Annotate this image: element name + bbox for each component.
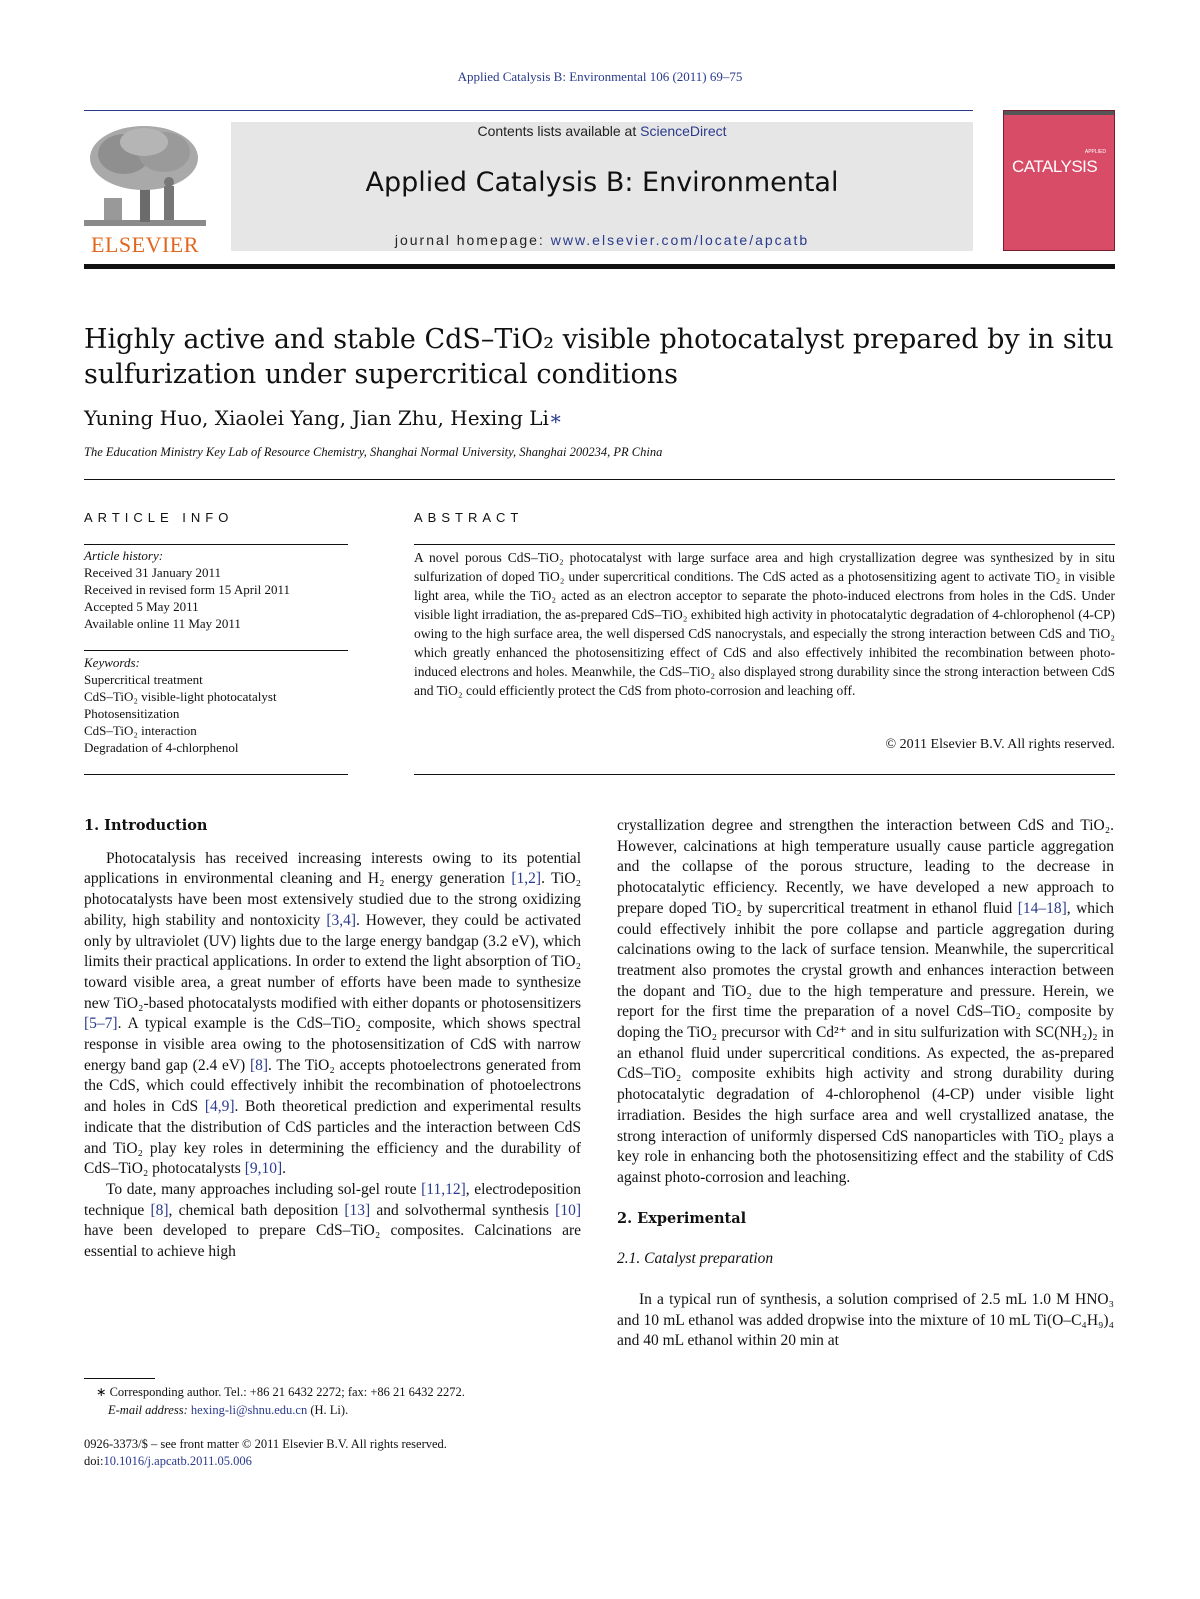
text-span: . Both theoretical prediction and experimental results indicate that the distribution of CdS particles and the interaction between CdS and TiO₂ play key roles in determining the efficiency and the durability of CdS–TiO₂ photocatalysts <box>84 1098 581 1178</box>
history-item: Received in revised form 15 April 2011 <box>84 582 291 597</box>
article-info-heading: ARTICLE INFO <box>84 510 234 525</box>
corresponding-author-footnote <box>96 1383 596 1419</box>
doi-link[interactable]: 10.1016/j.apcatb.2011.05.006 <box>103 1454 252 1468</box>
homepage-line <box>231 232 973 248</box>
abstract-rule <box>414 544 1115 545</box>
keyword-item: CdS–TiO₂ interaction <box>84 723 197 738</box>
text-span: . A typical example is the CdS–TiO₂ composite, which shows spectral response in visible area owing to the photosensitization of CdS with narrow energy band gap (2.4 eV) <box>84 1015 581 1074</box>
keyword-item: Supercritical treatment <box>84 672 203 687</box>
doi-prefix: doi: <box>84 1454 104 1468</box>
sciencedirect-link[interactable]: ScienceDirect <box>640 123 727 139</box>
history-item: Received 31 January 2011 <box>84 565 222 580</box>
journal-title: Applied Catalysis B: Environmental <box>365 167 839 198</box>
history-item: Accepted 5 May 2011 <box>84 599 199 614</box>
history-label: Article history: <box>84 548 164 563</box>
text-span: . TiO₂ photocatalysts have been most extensively studied due to the strong oxidizing ability, high stability and nontoxicity <box>84 870 581 929</box>
title-separator-rule <box>84 479 1115 480</box>
author-list <box>84 406 563 430</box>
intro-paragraph-2 <box>84 1180 581 1263</box>
text-span: have been developed to prepare CdS–TiO₂ composites. Calcinations are essential to achieve high <box>84 1222 581 1261</box>
abstract-copyright: © 2011 Elsevier B.V. All rights reserved. <box>885 737 1115 752</box>
keywords-list <box>84 654 348 756</box>
text-span: , chemical bath deposition <box>168 1201 345 1219</box>
email-suffix: (H. Li). <box>307 1403 349 1417</box>
journal-cover-image[interactable] <box>1003 110 1115 251</box>
reference-link[interactable]: [8] <box>150 1201 169 1219</box>
email-label: E-mail address: <box>108 1403 191 1417</box>
doi-line <box>84 1453 584 1470</box>
article-info-rule <box>84 544 348 545</box>
reference-link[interactable]: [9,10] <box>244 1160 283 1178</box>
journal-citation[interactable]: Applied Catalysis B: Environmental 106 (2011) 69–75 <box>457 69 743 84</box>
email-link[interactable]: hexing-li@shnu.edu.cn <box>190 1403 308 1417</box>
history-item: Available online 11 May 2011 <box>84 616 241 631</box>
introduction-heading: 1. Introduction <box>84 817 208 834</box>
cover-top-band <box>1004 111 1115 115</box>
reference-link[interactable]: [1,2] <box>511 870 542 888</box>
reference-link[interactable]: [13] <box>344 1201 371 1219</box>
reference-link[interactable]: [14–18] <box>1017 899 1067 917</box>
keyword-item: Photosensitization <box>84 706 180 721</box>
contents-line <box>231 122 973 139</box>
homepage-prefix: journal homepage: <box>394 232 551 248</box>
reference-link[interactable]: [11,12] <box>421 1180 466 1198</box>
authors-text: Yuning Huo, Xiaolei Yang, Jian Zhu, Hexing Li <box>84 406 549 430</box>
email-line <box>96 1401 596 1419</box>
intro-paragraph-3 <box>617 816 1114 1189</box>
header-thick-rule <box>84 264 1115 269</box>
text-span: crystallization degree and strengthen the interaction between CdS and TiO₂. However, calcinations at high temperature usually cause particle aggregation and the collapse of the porous structure, leading to the decrease in photocatalytic efficiency. Recently, we have developed a new approach to prepare doped TiO₂ by supercritical treatment in ethanol fluid <box>617 817 1114 917</box>
corresponding-author-line: ∗ Corresponding author. Tel.: +86 21 6432 2272; fax: +86 21 6432 2272. <box>96 1385 465 1399</box>
reference-link[interactable]: [3,4] <box>326 911 357 929</box>
abstract-text: A novel porous CdS–TiO₂ photocatalyst with large surface area and high crystallization degree was synthesized by in situ sulfurization of doped TiO₂ under supercritical conditions. The CdS acted as a photosensitizing agent to activate TiO₂ in visible light area, while the TiO₂ acted as an electron acceptor to separate the photo-induced electrons from holes in the CdS. Under visible light irradiation, the as-prepared CdS–TiO₂ exhibited high activity in photocatalytic degradation of 4-chlorophenol (4-CP) owing to the high surface area, the well dispersed CdS nanocrystals, and especially the strong interaction between CdS and TiO₂ which greatly enhanced the photosensitizing effect of CdS and also effectively inhibited the recombination between photo-induced electrons and holes. Meanwhile, the CdS–TiO₂ also displayed strong durability since the strong interaction between CdS and TiO₂ could efficiently protect the CdS from photo-corrosion and leaching off. <box>414 550 1115 698</box>
text-span: , which could effectively inhibit the pore collapse and particle aggregation during calcinations owing to the lack of surface tension. Meanwhile, the supercritical treatment also promotes the crystal growth and enhances interaction between the dopant and TiO₂ due to the high temperature and pressure. Herein, we report for the first time the preparation of a novel CdS–TiO₂ composite by doping the TiO₂ precursor with Cd²⁺ and in situ sulfurization with SC(NH₂)₂ in an ethanol fluid under supercritical conditions. As expected, the as-prepared CdS–TiO₂ composite exhibits high activity and strong durability during photocatalytic degradation of 4-chlorophenol (4-CP) under visible light irradiation. Besides the high surface area and well crystallized anatase, the strong interaction of uniformly dispersed CdS nanoparticles with TiO₂ plays a key role in enhancing both the photosensitizing effect and the stability of CdS against photo-corrosion and leaching. <box>617 899 1114 1186</box>
article-title <box>84 322 1115 392</box>
elsevier-logo[interactable] <box>84 124 206 256</box>
abstract-bottom-rule <box>414 774 1115 775</box>
issn-line: 0926-3373/$ – see front matter © 2011 Elsevier B.V. All rights reserved. <box>84 1437 447 1451</box>
contents-prefix: Contents lists available at <box>477 123 641 139</box>
text-span: To date, many approaches including sol-gel route <box>106 1180 422 1198</box>
catalyst-preparation-heading: 2.1. Catalyst preparation <box>617 1250 774 1268</box>
elsevier-wordmark: ELSEVIER <box>91 232 199 257</box>
title-line-2: sulfurization under supercritical conditions <box>84 359 679 390</box>
reference-link[interactable]: [5–7] <box>84 1015 118 1033</box>
journal-banner <box>231 122 973 251</box>
front-matter-note <box>84 1436 584 1470</box>
keyword-item: Degradation of 4-chlorphenol <box>84 740 239 755</box>
experimental-heading: 2. Experimental <box>617 1209 747 1227</box>
text-span: Photocatalysis has received increasing interests owing to its potential applications in environmental cleaning and H₂ energy generation <box>84 849 581 888</box>
text-span: , electrodeposition technique <box>84 1180 582 1219</box>
affiliation: The Education Ministry Key Lab of Resource Chemistry, Shanghai Normal University, Shanghai 200234, PR China <box>84 445 663 459</box>
left-column <box>84 816 581 1263</box>
experimental-paragraph-1: In a typical run of synthesis, a solution comprised of 2.5 mL 1.0 M HNO₃ and 10 mL ethanol was added dropwise into the mixture of 10 mL Ti(O–C₄H₉)₄ and 40 mL ethanol within 20 min at <box>617 1291 1114 1350</box>
intro-paragraph-1 <box>84 849 581 1180</box>
header-rule <box>84 110 973 111</box>
reference-link[interactable]: [8] <box>249 1056 269 1074</box>
text-span: . The TiO₂ accepts photoelectrons generated from the CdS, which could effectively inhibit the recombination of photoelectrons and holes in CdS <box>84 1056 581 1116</box>
abstract-heading: ABSTRACT <box>414 510 524 525</box>
cover-small-text: APPLIED <box>1084 149 1106 155</box>
corresponding-author-marker[interactable]: ∗ <box>548 406 563 430</box>
text-span: and solvothermal synthesis <box>370 1201 556 1219</box>
title-line-1: Highly active and stable CdS–TiO₂ visible photocatalyst prepared by in situ <box>84 324 1114 355</box>
elsevier-tree-icon <box>84 124 206 228</box>
text-span: . <box>282 1160 287 1178</box>
homepage-link[interactable]: www.elsevier.com/locate/apcatb <box>550 232 810 248</box>
right-column <box>617 816 1114 1352</box>
article-info-bottom-rule <box>84 774 348 775</box>
keywords-label: Keywords: <box>84 655 140 670</box>
keywords-rule <box>84 650 348 651</box>
article-history <box>84 547 348 632</box>
keyword-item: CdS–TiO₂ visible-light photocatalyst <box>84 689 277 704</box>
cover-title: CATALYSIS <box>1012 157 1098 176</box>
text-span: . However, they could be activated only by ultraviolet (UV) lights due to the large energy bandgap (3.2 eV), which limits their practical applications. In order to extend the light absorption of TiO₂ toward visible area, a great number of efforts have been made to synthesize new TiO₂-based photocatalysts modified with either dopants or photosensitizers <box>84 911 581 1012</box>
reference-link[interactable]: [4,9] <box>204 1098 235 1116</box>
footnote-rule <box>84 1378 155 1379</box>
reference-link[interactable]: [10] <box>555 1201 581 1219</box>
